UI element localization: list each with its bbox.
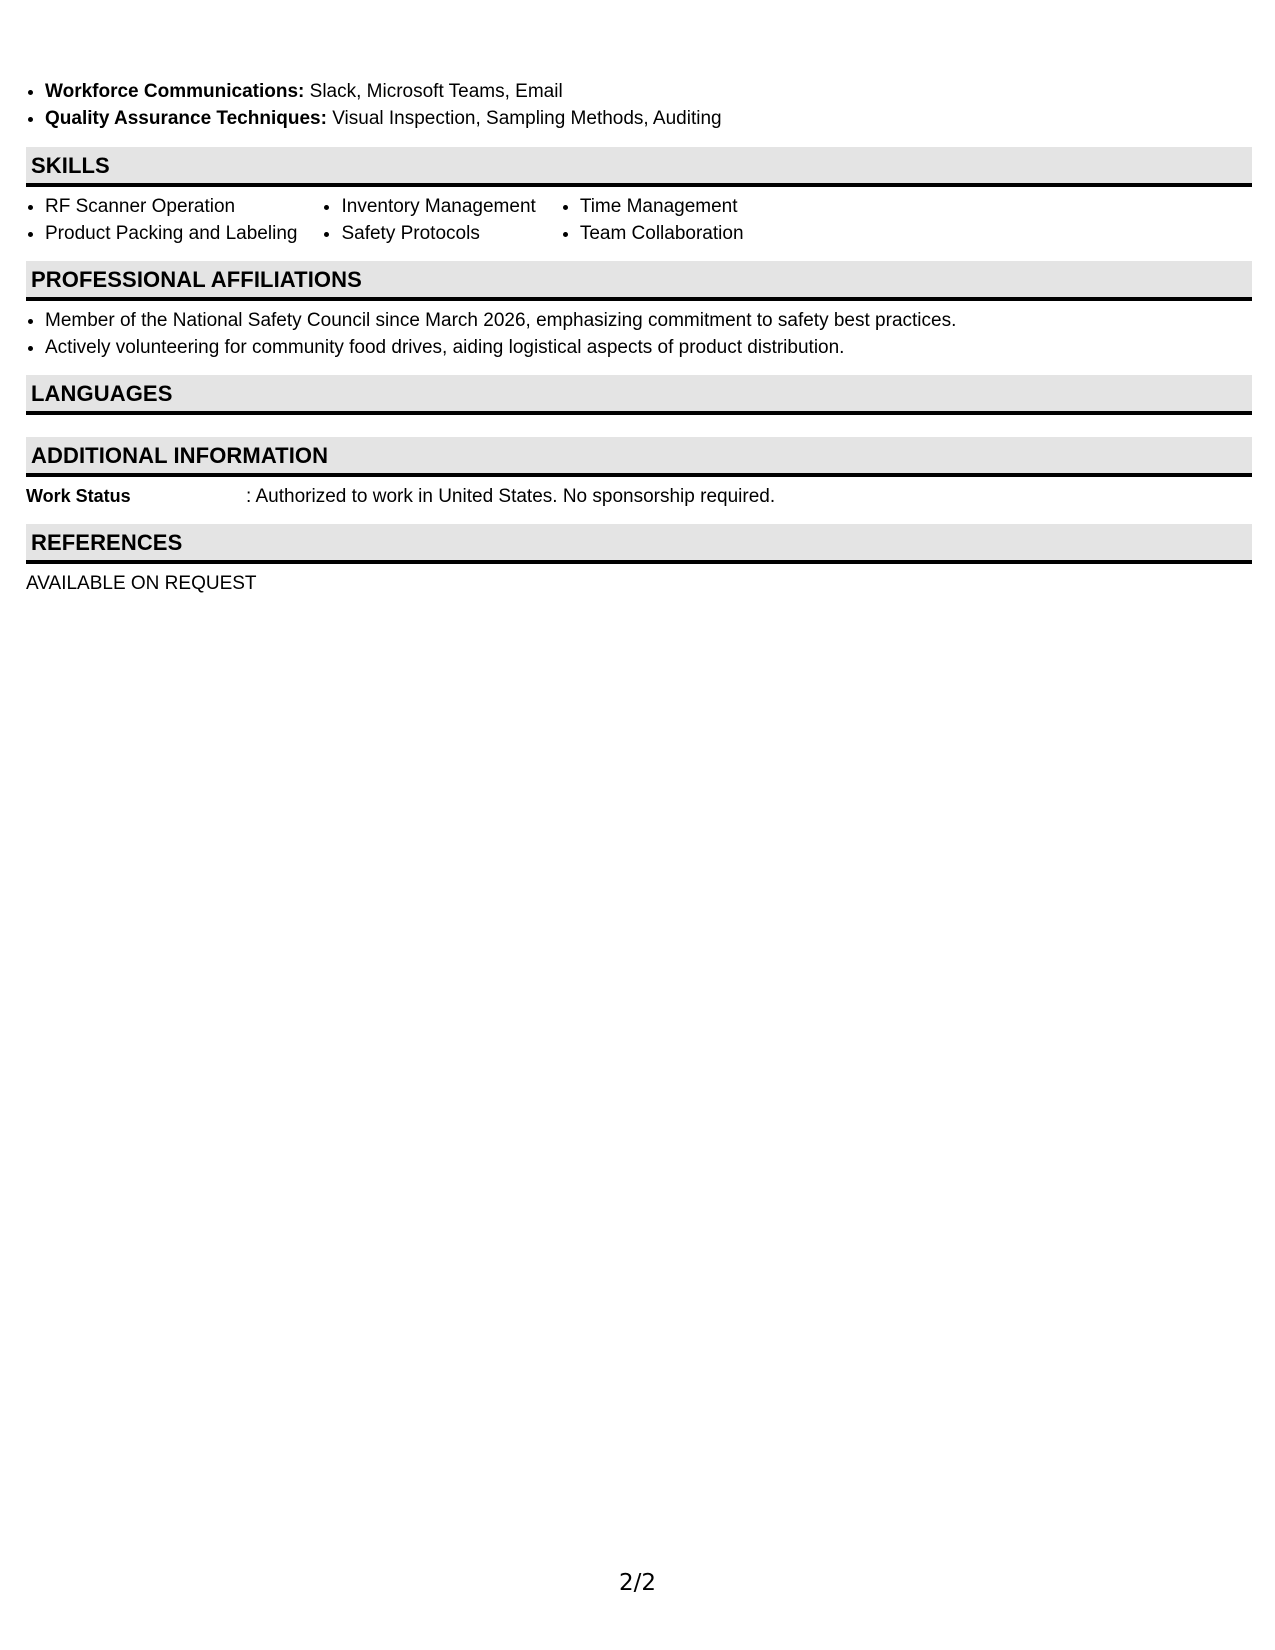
technical-skill-items: Visual Inspection, Sampling Methods, Auditing — [332, 108, 722, 129]
affiliations-section — [26, 301, 1252, 375]
affiliations-list — [26, 307, 1252, 361]
affiliation-item: • Actively volunteering for community food drives, aiding logistical aspects of product distribution. — [45, 334, 1252, 361]
technical-skill-category: Workforce Communications: — [45, 81, 305, 102]
work-status-label: Work Status — [26, 486, 131, 506]
technical-skills-list — [26, 78, 1252, 132]
skill-item: • Inventory Management — [341, 193, 535, 220]
references-section — [26, 564, 1252, 611]
skill-item: • RF Scanner Operation — [45, 193, 297, 220]
skills-column — [26, 193, 297, 247]
skills-section — [26, 187, 1252, 261]
additional-info-section — [26, 477, 1252, 524]
technical-skill-items: Slack, Microsoft Teams, Email — [309, 81, 563, 102]
skill-item: • Product Packing and Labeling — [45, 220, 297, 247]
references-text: AVAILABLE ON REQUEST — [26, 573, 257, 594]
skills-heading: SKILLS — [26, 147, 1252, 187]
skills-column — [322, 193, 535, 247]
list-item — [45, 78, 1252, 105]
skills-column — [561, 193, 744, 247]
technical-skill-category: Quality Assurance Techniques: — [45, 108, 327, 129]
work-status-value: : Authorized to work in United States. No sponsorship required. — [246, 486, 776, 507]
additional-info-heading: ADDITIONAL INFORMATION — [26, 437, 1252, 477]
affiliation-item: • Member of the National Safety Council since March 2026, emphasizing commitment to safety best practices. — [45, 307, 1252, 334]
languages-heading: LANGUAGES — [26, 375, 1252, 415]
work-status-row — [26, 483, 1252, 510]
page-number: 2/2 — [618, 1570, 656, 1596]
resume-page — [26, 78, 1252, 611]
skills-grid — [26, 193, 1252, 247]
list-item — [45, 105, 1252, 132]
skill-item: • Team Collaboration — [580, 220, 744, 247]
skill-item: • Time Management — [580, 193, 744, 220]
references-heading: REFERENCES — [26, 524, 1252, 564]
affiliations-heading: PROFESSIONAL AFFILIATIONS — [26, 261, 1252, 301]
skill-item: • Safety Protocols — [341, 220, 535, 247]
languages-section — [26, 415, 1252, 437]
